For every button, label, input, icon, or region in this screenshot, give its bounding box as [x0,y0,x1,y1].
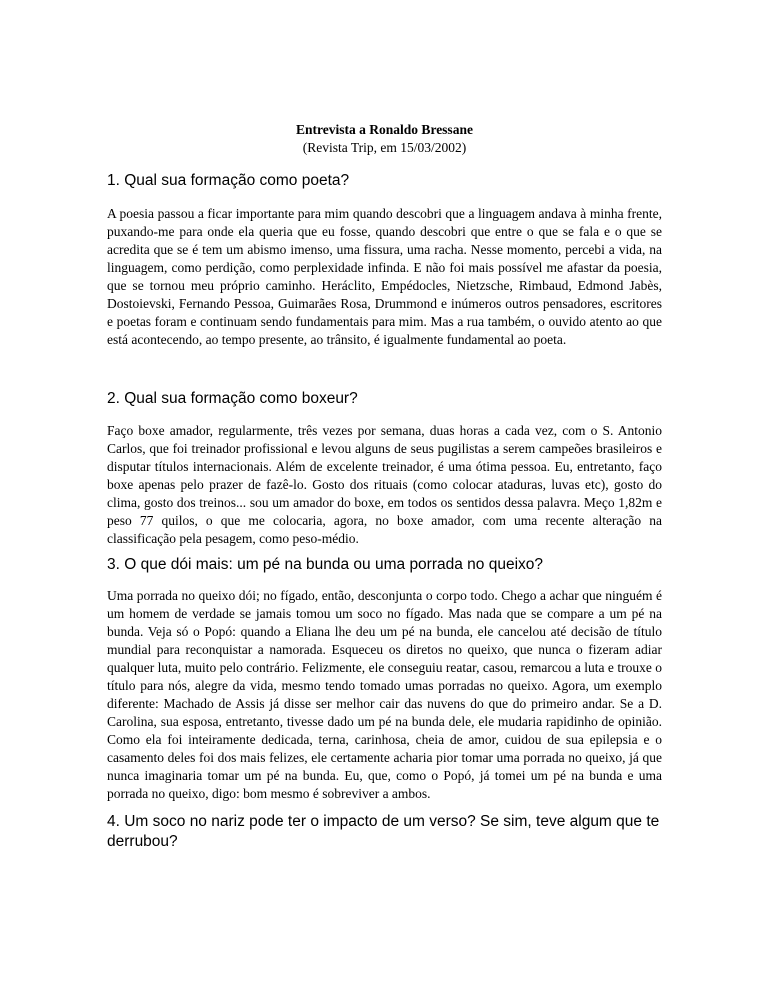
question-1: 1. Qual sua formação como poeta? [107,172,350,189]
document-header [107,121,662,157]
answer-1: A poesia passou a ficar importante para mim quando descobri que a linguagem andava à minha frente, puxando-me para onde ela queria que eu fosse, quando descobri que entre o que se fala e o que se acredita que se é tem um abismo imenso, uma fissura, uma racha. Nesse momento, percebi a vida, na linguagem, como perdição, como perplexidade infinda. E não foi mais possível me afastar da poesia, que se tornou meu próprio caminho. Heráclito, Empédocles, Nietzsche, Rimbaud, Edmond Jabès, Dostoievski, Fernando Pessoa, Guimarães Rosa, Drummond e inúmeros outros pensadores, escritores e poetas foram e continuam sendo fundamentais para mim. Mas a rua também, o ouvido atento ao que está acontecendo, ao tempo presente, ao trânsito, é igualmente fundamental ao poeta. [107,206,662,347]
document-subtitle: (Revista Trip, em 15/03/2002) [302,140,467,155]
answer-3: Uma porrada no queixo dói; no fígado, então, desconjunta o corpo todo. Chego a achar que ninguém é um homem de verdade se jamais tomou um soco no fígado. Mas nada que se compare a um pé na bunda. Veja só o Popó: quando a Eliana lhe deu um pé na bunda, ele cancelou até decisão de título mundial para reconquistar a namorada. Esqueceu os diretos no queixo, que nunca o fizeram adiar qualquer luta, muito pelo contrário. Felizmente, ele conseguiu reatar, casou, remarcou a luta e trouxe o título para nós, alegre da vida, mesmo tendo tomado umas porradas no queixo. Agora, um exemplo diferente: Machado de Assis já disse ser melhor cair das nuvens do que do primeiro andar. Se a D. Carolina, sua esposa, entretanto, tivesse dado um pé na bunda dele, ele mudaria rapidinho de opinião. Como ela foi inteiramente dedicada, terna, carinhosa, cheia de amor, cuidou de sua epilepsia e o casamento deles foi dos mais felizes, ele certamente acharia pior tomar uma porrada no queixo, já que nunca imaginaria tomar um pé na bunda. Eu, que, como o Popó, já tomei um pé na bunda e uma porrada no queixo, digo: bom mesmo é sobreviver a ambos. [107,588,662,801]
question-2: 2. Qual sua formação como boxeur? [107,390,358,407]
answer-2: Faço boxe amador, regularmente, três vezes por semana, duas horas a cada vez, com o S. Antonio Carlos, que foi treinador profissional e levou alguns de seus pugilistas a serem campeões brasileiros e disputar títulos internacionais. Além de excelente treinador, é uma ótima pessoa. Eu, entretanto, faço boxe apenas pelo prazer de fazê-lo. Gosto dos rituais (como colocar ataduras, luvas etc), gosto do clima, gosto dos treinos... sou um amador do boxe, em todos os sentidos dessa palavra. Meço 1,82m e peso 77 quilos, o que me colocaria, agora, no boxe amador, com uma recente alteração na classificação pela pesagem, como peso-médio. [107,423,662,546]
document-title: Entrevista a Ronaldo Bressane [296,122,473,137]
question-3: 3. O que dói mais: um pé na bunda ou uma porrada no queixo? [107,556,544,573]
question-4: 4. Um soco no nariz pode ter o impacto de um verso? Se sim, teve algum que te derrubou? [107,813,660,850]
